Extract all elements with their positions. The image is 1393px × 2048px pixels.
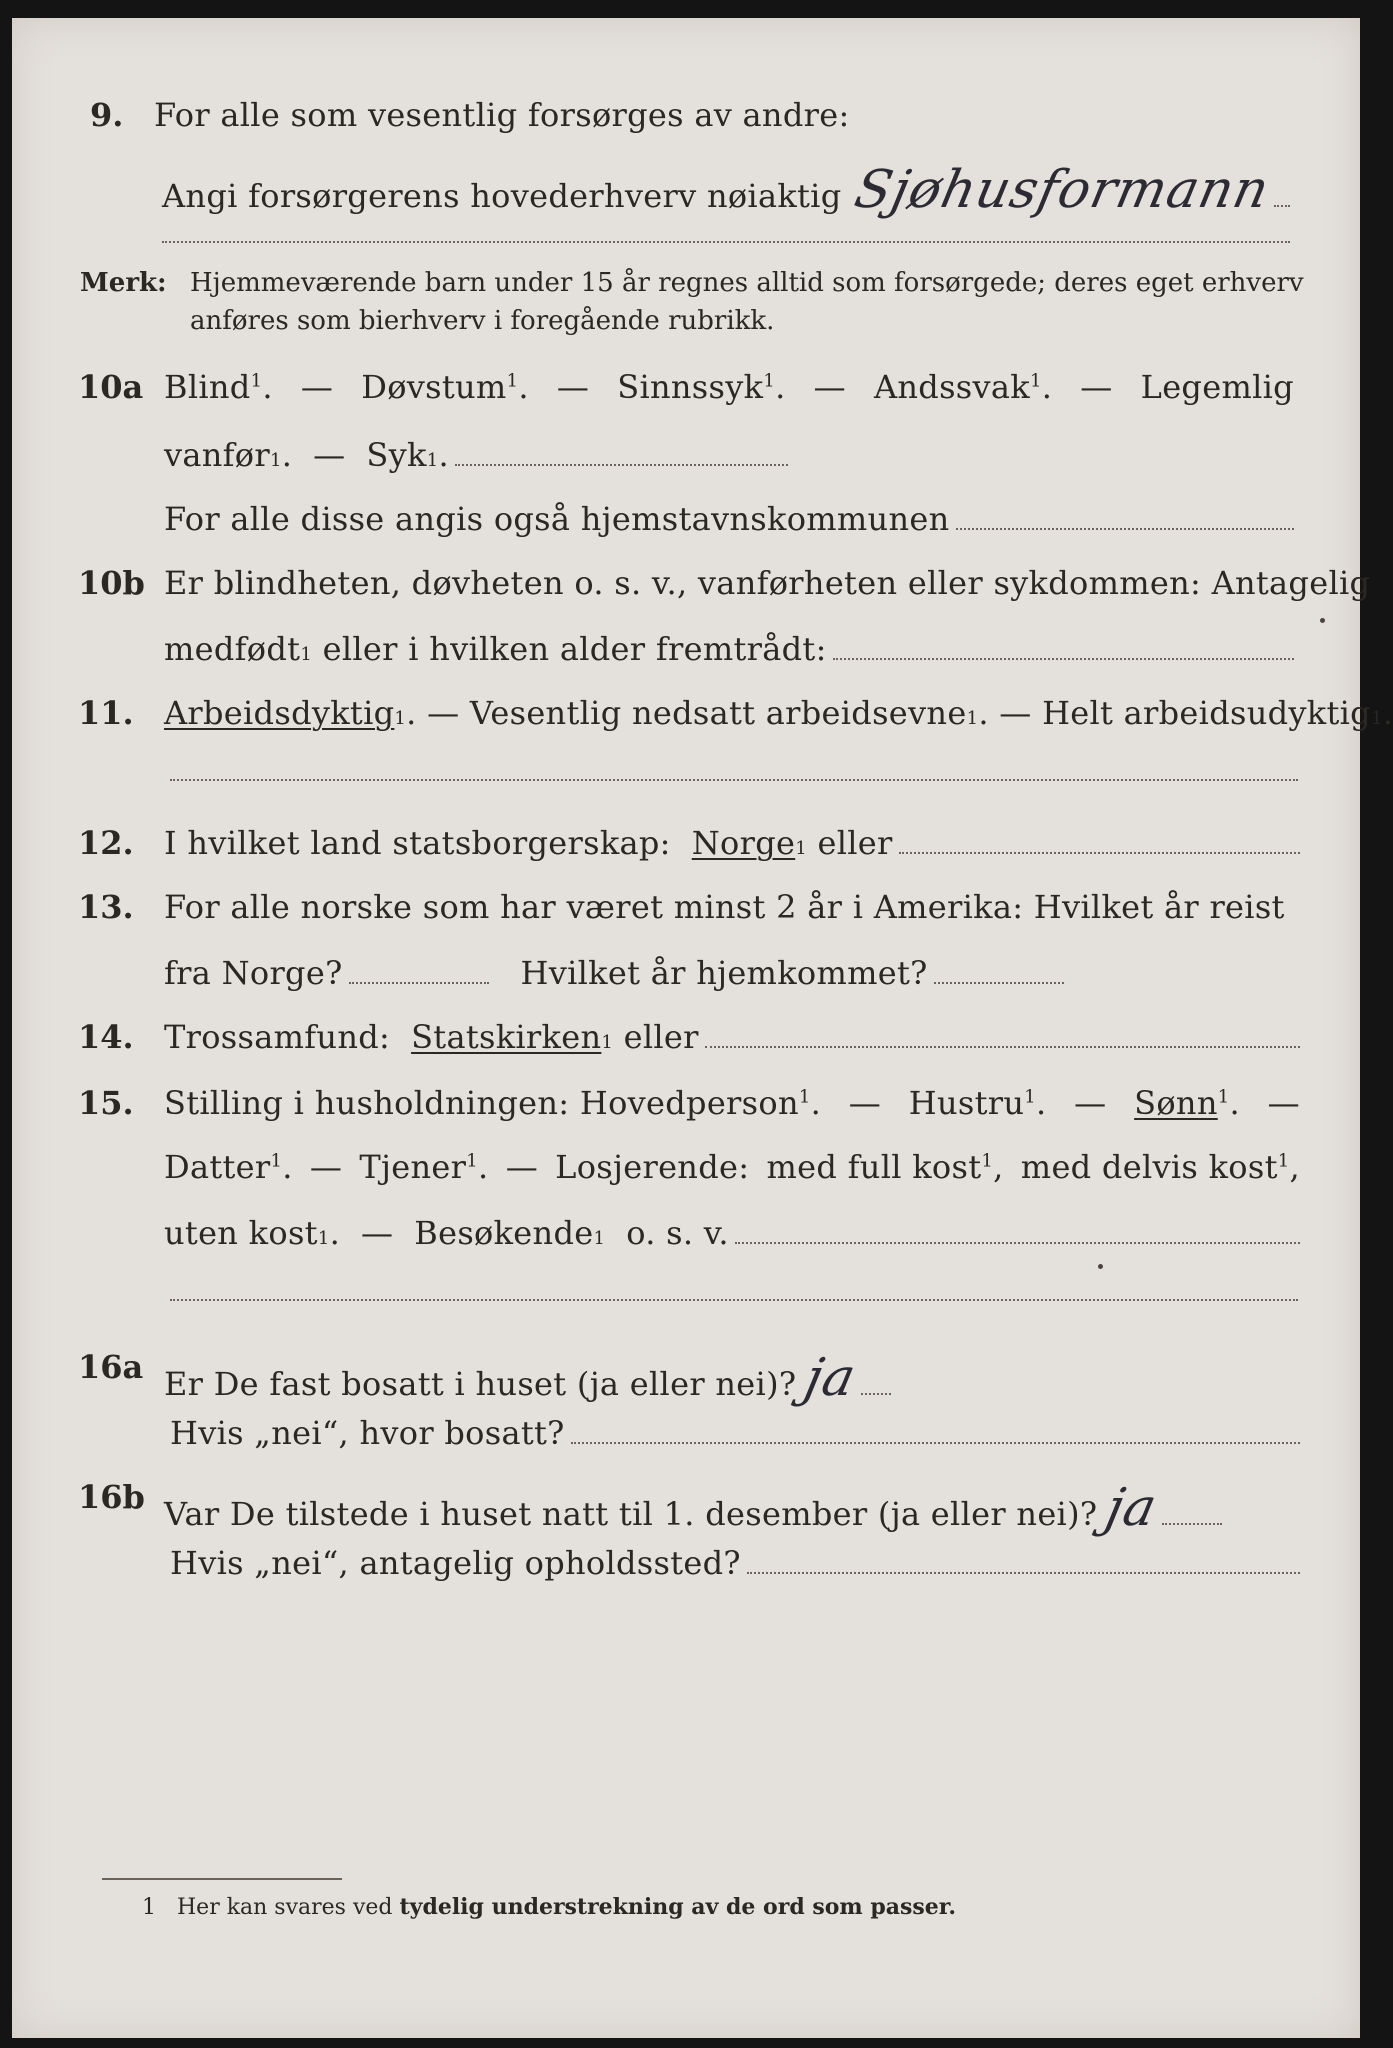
q14-statskirken: Statskirken (411, 1018, 602, 1056)
q10a-syk: Syk (366, 436, 427, 474)
q14-label: Trossamfund: (164, 1018, 391, 1056)
q15-osv: o. s. v. (626, 1214, 729, 1252)
q12-number: 12. (78, 824, 134, 862)
q14-eller: eller (623, 1018, 699, 1056)
q15-tjener: Tjener (359, 1148, 467, 1186)
q13-number: 13. (78, 888, 134, 926)
q10b-line2: medfødt 1 eller i hvilken alder fremtrådt: (164, 630, 1294, 668)
q15-uten-kost: uten kost (164, 1214, 318, 1252)
q9-line2-text: Angi forsørgerens hovederhverv nøiaktig (162, 177, 842, 215)
merk-line1: Hjemmeværende barn under 15 år regnes alltid som forsørgede; deres eget erhverv (190, 268, 1304, 298)
q9-line1 (154, 96, 850, 134)
q14-number: 14. (78, 1018, 134, 1056)
q14-answer-line[interactable] (705, 1045, 1300, 1048)
q9-number: 9. (90, 96, 124, 134)
q16b-answer-line[interactable] (1162, 1522, 1222, 1525)
q16a-number: 16a (78, 1348, 144, 1386)
merk-label: Merk: (80, 268, 167, 298)
q11-udyktig: Helt arbeidsudyktig (1042, 694, 1371, 732)
q15-losjerende: Losjerende: (555, 1148, 750, 1186)
q15-full-kost: med full kost (766, 1148, 982, 1186)
q10b-line2-text: eller i hvilken alder fremtrådt: (322, 630, 827, 668)
q10b-answer-line[interactable] (833, 657, 1294, 660)
q11-arbeidsdyktig: Arbeidsdyktig (164, 694, 395, 732)
q9-answer-line[interactable] (1274, 204, 1290, 207)
q10a-andssvak: Andssvak (873, 368, 1030, 406)
q16a-bosatt-line[interactable] (571, 1441, 1300, 1444)
footnote-text-b: tydelig understrekning av de ord som passer. (399, 1894, 956, 1920)
q16a-handwritten-answer: ja (799, 1348, 862, 1408)
q13-hjemkommet-line[interactable] (934, 981, 1064, 984)
q16b-number: 16b (78, 1478, 145, 1516)
footnote-text-a: Her kan svares ved (176, 1895, 393, 1920)
q10a-line3 (164, 500, 1294, 538)
q10b-medfodt: medfødt (164, 630, 301, 668)
q16a-answer-line[interactable] (861, 1392, 891, 1395)
q10a-legemlig: Legemlig (1140, 368, 1294, 406)
q10a-number: 10a (78, 368, 144, 406)
q10a-vanfor: vanfør (164, 436, 270, 474)
q15-line1: Stilling i husholdningen: Hovedperson$^1$. — Hustru$^1$. — Sønn$^1$. — (164, 1084, 1300, 1122)
q16b-question: Var De tilstede i huset natt til 1. desember (ja eller nei)? (164, 1495, 1098, 1533)
q12-answer-line[interactable] (899, 851, 1300, 854)
paper-speck (1098, 1264, 1103, 1269)
q14-line1: Trossamfund: Statskirken 1 eller (164, 1018, 1300, 1056)
q9-line1-text: For alle som vesentlig forsørges av andre: (154, 96, 850, 134)
footnote-mark: 1 (142, 1895, 156, 1920)
footnote-rule (102, 1878, 342, 1880)
q10a-syk-line[interactable] (455, 463, 788, 466)
q11-number: 11. (78, 694, 134, 732)
q9-extra-line[interactable] (162, 240, 1290, 243)
paper-speck (1320, 618, 1325, 623)
q10b-line1 (164, 564, 1371, 602)
q12-text: I hvilket land statsborgerskap: (164, 824, 671, 862)
q15-number: 15. (78, 1084, 134, 1122)
q13-line1 (164, 888, 1300, 926)
q13-fra-norge: fra Norge? (164, 954, 343, 992)
q11-line1: Arbeidsdyktig 1 . — Vesentlig nedsatt arbeidsevne 1 . — Helt arbeidsudyktig 1 . (164, 694, 1393, 732)
q13-line1-text: For alle norske som har været minst 2 år i Amerika: Hvilket år reist (164, 888, 1285, 926)
q9-handwritten-answer: Sjøhusformann (849, 160, 1275, 220)
q16b-line1 (164, 1478, 1222, 1538)
q15-delvis-kost: med delvis kost (1020, 1148, 1278, 1186)
q9-line2 (162, 160, 1290, 220)
q16b-opholdssted-line[interactable] (747, 1571, 1300, 1574)
q13-line2 (164, 954, 1064, 992)
q10a-dovstum: Døvstum (361, 368, 507, 406)
q15-hovedperson: Stilling i husholdningen: Hovedperson (164, 1084, 799, 1122)
q11-nedsatt: Vesentlig nedsatt arbeidsevne (469, 694, 967, 732)
merk-line2: anføres som bierhverv i foregående rubrikk. (190, 306, 775, 336)
q15-besokende: Besøkende (414, 1214, 594, 1252)
q13-hjemkommet: Hvilket år hjemkommet? (520, 954, 928, 992)
q16a-hvor-bosatt: Hvis „nei“, hvor bosatt? (170, 1414, 565, 1452)
q10a-sinnssyk: Sinnssyk (617, 368, 764, 406)
footnote (142, 1894, 956, 1920)
q11-extra-line[interactable] (170, 778, 1298, 781)
q10a-blind: Blind (164, 368, 251, 406)
q15-line2: Datter$^1$. — Tjener$^1$. — Losjerende: med full kost$^1$, med delvis kost$^1$, (164, 1148, 1300, 1186)
q15-line3: uten kost 1 . — Besøkende 1 o. s. v. (164, 1214, 1300, 1252)
q12-line1: I hvilket land statsborgerskap: Norge 1 eller (164, 824, 1300, 862)
q15-answer-line[interactable] (735, 1241, 1300, 1244)
q12-norge: Norge (691, 824, 796, 862)
q16a-line2 (170, 1414, 1300, 1452)
q13-reist-line[interactable] (349, 981, 489, 984)
q12-eller: eller (817, 824, 893, 862)
q10b-line1-text: Er blindheten, døvheten o. s. v., vanførheten eller sykdommen: Antagelig (164, 564, 1371, 602)
q16a-question: Er De fast bosatt i huset (ja eller nei)? (164, 1365, 797, 1403)
q16a-line1 (164, 1348, 891, 1408)
q16b-handwritten-answer: ja (1100, 1478, 1163, 1538)
q15-datter: Datter (164, 1148, 271, 1186)
q16b-opholdssted: Hvis „nei“, antagelig opholdssted? (170, 1544, 741, 1582)
q16b-line2 (170, 1544, 1300, 1582)
q10a-line2: vanfør 1 . — Syk 1 . (164, 436, 788, 474)
q15-extra-line[interactable] (170, 1298, 1298, 1301)
q15-sonn: Sønn (1134, 1084, 1218, 1122)
q15-hustru: Hustru (908, 1084, 1025, 1122)
q10a-line3-text: For alle disse angis også hjemstavnskommunen (164, 500, 950, 538)
q10a-hjemstavn-line[interactable] (956, 527, 1294, 530)
q10b-number: 10b (78, 564, 145, 602)
q10a-line1: Blind$^1$. — Døvstum$^1$. — Sinnssyk$^1$. — Andssvak$^1$. — Legemlig (164, 368, 1294, 406)
census-form-page (12, 18, 1393, 2038)
